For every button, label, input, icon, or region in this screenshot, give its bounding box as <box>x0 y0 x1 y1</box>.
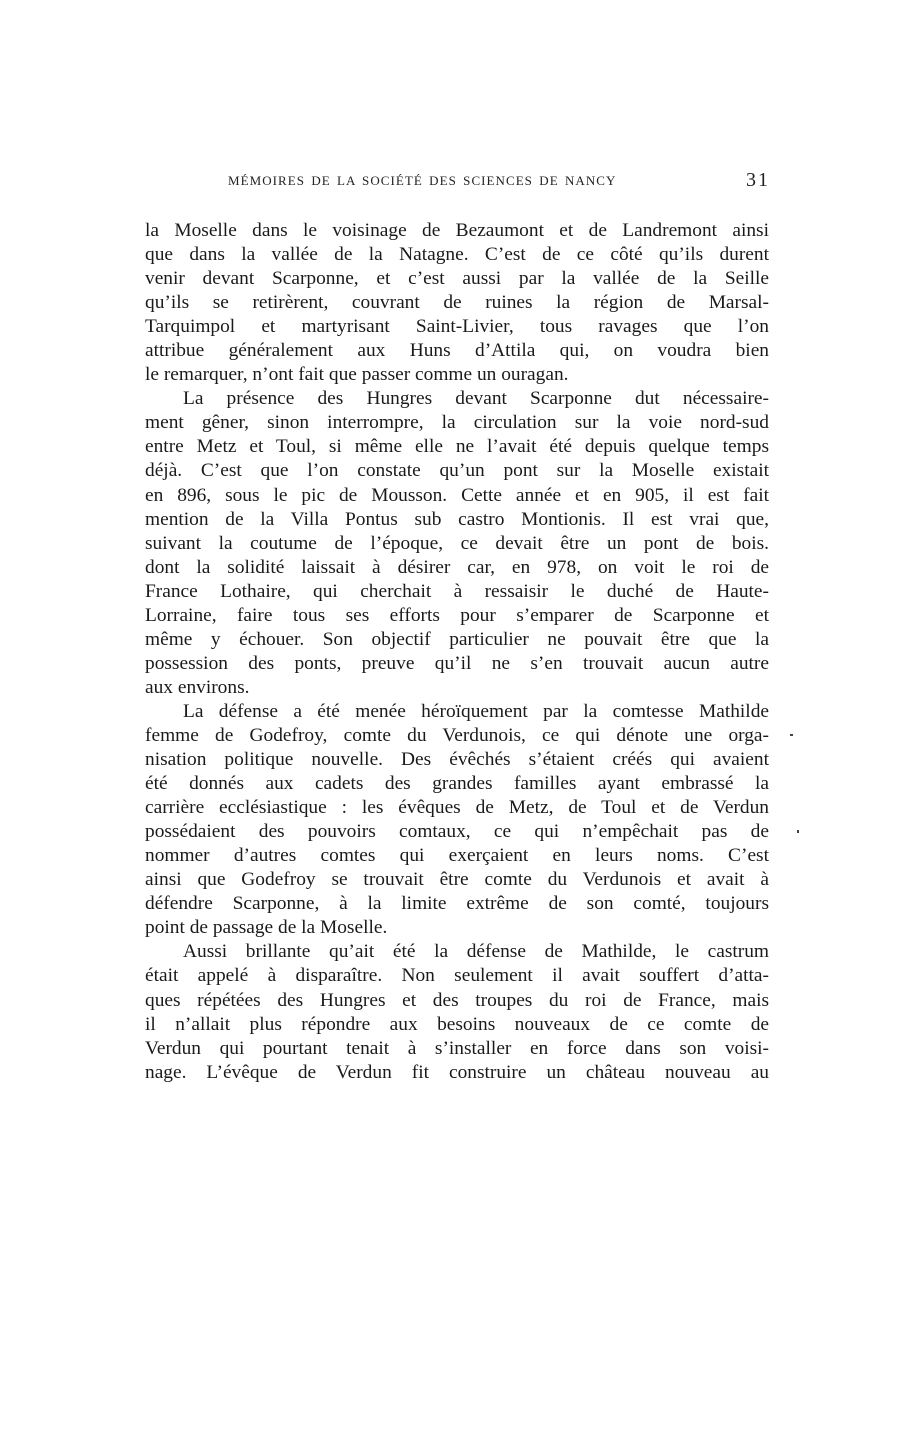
text-line: été donnés aux cadets des grandes familles ayant embrassé la <box>145 773 769 795</box>
text-line: déjà. C’est que l’on constate qu’un pont sur la Moselle existait <box>145 460 769 482</box>
scan-speck <box>797 830 799 833</box>
text-line: attribue généralement aux Huns d’Attila qui, on voudra bien <box>145 340 769 362</box>
text-line: aux environs. <box>145 676 250 698</box>
text-line: Verdun qui pourtant tenait à s’installer en force dans son voisi- <box>145 1037 769 1059</box>
text-line: ques répétées des Hungres et des troupes du roi de France, mais <box>145 989 769 1011</box>
paragraph <box>145 387 769 700</box>
text-line: possédaient des pouvoirs comtaux, ce qui n’empêchait pas de <box>145 821 769 843</box>
paragraph <box>145 940 769 1084</box>
text-line: Aussi brillante qu’ait été la défense de Mathilde, le castrum <box>183 941 769 963</box>
text-line: défendre Scarponne, à la limite extrême de son comté, toujours <box>145 893 769 915</box>
text-line: était appelé à disparaître. Non seulement il avait souffert d’atta- <box>145 965 769 987</box>
text-line: que dans la vallée de la Natagne. C’est de ce côté qu’ils durent <box>145 244 769 266</box>
text-line: France Lothaire, qui cherchait à ressaisir le duché de Haute- <box>145 580 769 602</box>
body-text <box>145 219 769 1085</box>
text-line: La présence des Hungres devant Scarponne dut nécessaire- <box>183 388 769 410</box>
text-line: La défense a été menée héroïquement par la comtesse Mathilde <box>183 700 769 722</box>
text-line: nommer d’autres comtes qui exerçaient en leurs noms. C’est <box>145 845 769 867</box>
text-line: nage. L’évêque de Verdun fit construire un château nouveau au <box>145 1061 769 1083</box>
text-line: ment gêner, sinon interrompre, la circulation sur la voie nord-sud <box>145 412 769 434</box>
paragraph <box>145 219 769 387</box>
text-line: dont la solidité laissait à désirer car, en 978, on voit le roi de <box>145 556 769 578</box>
text-line: possession des ponts, preuve qu’il ne s’en trouvait aucun autre <box>145 652 769 674</box>
running-title: MÉMOIRES DE LA SOCIÉTÉ DES SCIENCES DE NANCY <box>228 173 617 188</box>
text-line: point de passage de la Moselle. <box>145 917 388 939</box>
text-line: Tarquimpol et martyrisant Saint-Livier, tous ravages que l’on <box>145 316 769 338</box>
page-number: 31 <box>746 169 770 191</box>
text-line: la Moselle dans le voisinage de Bezaumont et de Landremont ainsi <box>145 220 769 241</box>
page-header <box>228 169 770 195</box>
text-line: même y échouer. Son objectif particulier ne pouvait être que la <box>145 628 769 650</box>
text-line: venir devant Scarponne, et c’est aussi par la vallée de la Seille <box>145 268 769 290</box>
text-line: Lorraine, faire tous ses efforts pour s’emparer de Scarponne et <box>145 604 769 626</box>
text-line: suivant la coutume de l’époque, ce devait être un pont de bois. <box>145 532 769 554</box>
text-line: en 896, sous le pic de Mousson. Cette année et en 905, il est fait <box>145 484 769 506</box>
scan-speck <box>790 734 793 736</box>
text-line: carrière ecclésiastique : les évêques de Metz, de Toul et de Verdun <box>145 797 769 819</box>
text-line: mention de la Villa Pontus sub castro Montionis. Il est vrai que, <box>145 508 769 530</box>
text-line: ainsi que Godefroy se trouvait être comte du Verdunois et avait à <box>145 869 769 891</box>
text-line: il n’allait plus répondre aux besoins nouveaux de ce comte de <box>145 1013 769 1035</box>
text-line: entre Metz et Toul, si même elle ne l’avait été depuis quelque temps <box>145 436 769 458</box>
text-line: femme de Godefroy, comte du Verdunois, ce qui dénote une orga- <box>145 724 769 746</box>
text-line: nisation politique nouvelle. Des évêchés s’étaient créés qui avaient <box>145 749 769 771</box>
text-line: le remarquer, n’ont fait que passer comme un ouragan. <box>145 364 569 386</box>
text-line: qu’ils se retirèrent, couvrant de ruines la région de Marsal- <box>145 292 769 314</box>
paragraph <box>145 700 769 940</box>
